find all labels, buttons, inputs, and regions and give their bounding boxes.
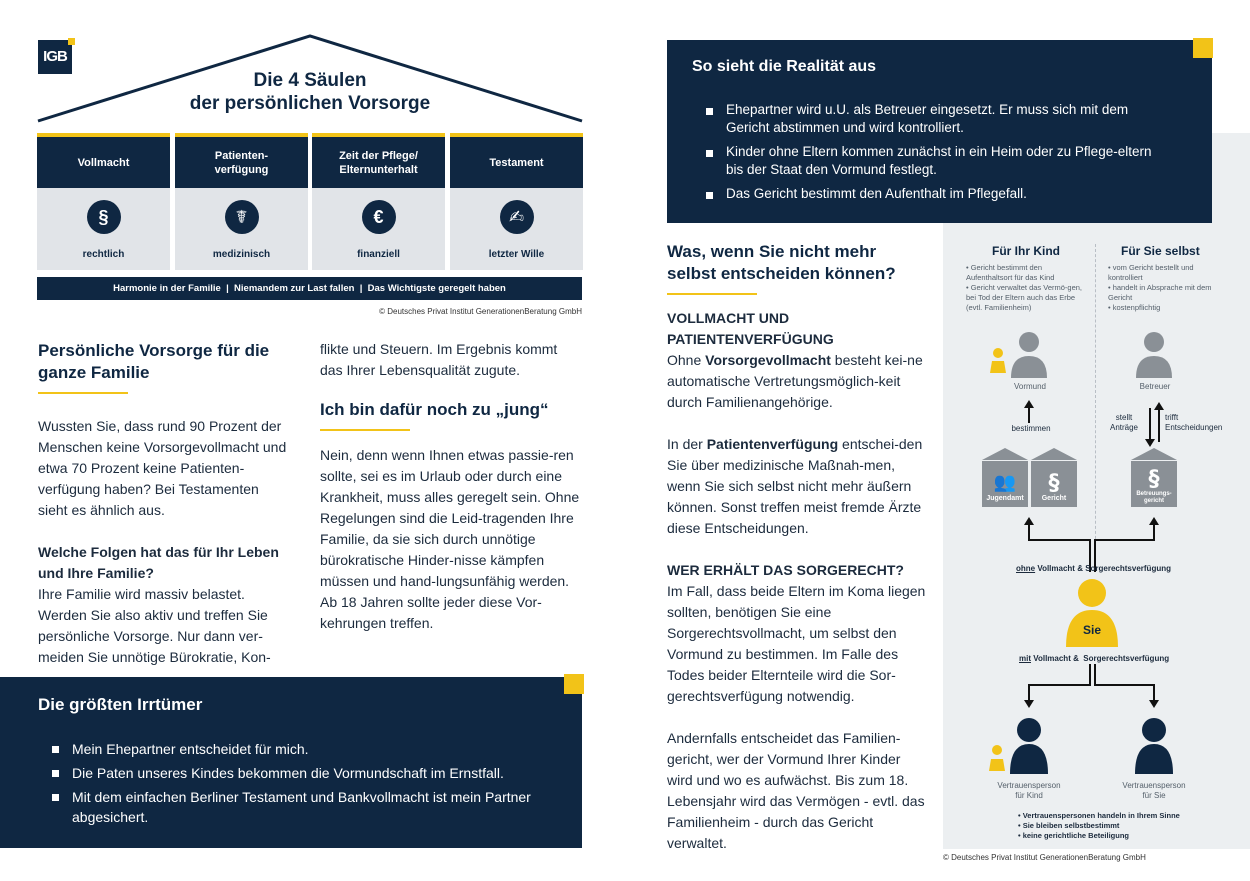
section-heading-entscheiden: Was, wenn Sie nicht mehr selbst entscheiden können? [667, 242, 896, 283]
selbst-list [1108, 263, 1228, 313]
label-trifft-entscheidungen: trifft Entscheidungen [1165, 413, 1223, 432]
svg-text:§: § [1048, 471, 1060, 496]
guardianship-diagram [943, 320, 1250, 840]
list-item: Mit dem einfachen Berliner Testament und Bankvollmacht ist mein Partner abgesichert. [50, 787, 540, 827]
text: mit [1019, 654, 1031, 663]
continued-paragraph: flikte und Steuern. Im Ergebnis kommt das Ihrer Lebensqualität zugute. [320, 341, 558, 378]
intro-paragraph: Wussten Sie, dass rund 90 Prozent der Menschen keine Vorsorgevollmacht und etwa 70 Prozent keine Patienten-verfügung haben? Bei Testamenten sieht es ähnlich aus. [38, 418, 287, 518]
list-item: • keine gerichtliche Beteiligung [1018, 831, 1129, 840]
pillar-pflege [312, 133, 445, 270]
list-item-text: keine gerichtliche Beteiligung [1022, 831, 1129, 840]
pillar-title: Vollmacht [37, 133, 170, 188]
list-item-text: Gericht bestimmt den Aufenthaltsort für das Kind [966, 263, 1055, 282]
person-icon-vertrauensperson-kind [1010, 718, 1048, 774]
label-vertrauensperson-sie: Vertrauensperson für Sie [1122, 781, 1186, 800]
answer-paragraph: Ihre Familie wird massiv belastet. Werden Sie also aktiv und treffen Sie persönliche Vorsorge. Nur dann ver-meiden Sie unnötige Bürokratie, Kon- [38, 586, 271, 665]
signature-icon: ✍ [500, 200, 534, 234]
label-betreuer: Betreuer [1139, 382, 1171, 391]
reality-title: So sieht die Realität aus [692, 58, 877, 75]
copyright-house: © Deutsches Privat Institut GenerationenBeratung GmbH [379, 307, 582, 316]
paragraph-vollmacht [667, 350, 929, 413]
yellow-accent [1193, 38, 1213, 58]
text: In der [667, 436, 707, 452]
label-vormund: Vormund [1013, 382, 1047, 391]
column-heading-selbst: Für Sie selbst [1121, 244, 1200, 258]
list-item: • Gericht verwaltet das Vermö-gen, bei Tod der Eltern auch das Erbe (evtl. Familienheim) [966, 283, 1083, 312]
heading-underline [38, 392, 128, 394]
text: ohne [1016, 564, 1036, 573]
igb-logo: IGB [38, 40, 72, 74]
text: Vollmacht & Sorgerechtsverfügung [1035, 564, 1171, 573]
label-bestimmen: bestimmen [1011, 424, 1051, 433]
text: Vollmacht & Sorgerechtsverfügung [1031, 654, 1170, 663]
heading-underline [667, 293, 757, 295]
medical-icon: ☤ [225, 200, 259, 234]
reality-list [704, 101, 1164, 207]
svg-text:§: § [1148, 467, 1160, 492]
label-mit-vollmacht [1019, 654, 1169, 663]
list-item-text: vom Gericht bestellt und kontrolliert [1108, 263, 1194, 282]
pillar-vollmacht [37, 133, 170, 270]
right-text-column [667, 241, 929, 854]
kind-list [966, 263, 1088, 313]
pillar-title: Zeit der Pflege/ Elternunterhalt [312, 133, 445, 188]
yellow-accent [564, 674, 584, 694]
text: entschei-den Sie über medizinische Maßnah-men, wenn Sie sich selbst nicht mehr äußern können. Sonst treffen meist fremde Ärzte diese Entscheidungen. [667, 436, 923, 536]
person-icon-betreuer [1136, 332, 1172, 378]
person-icon-vormund [1011, 332, 1047, 378]
text-bold: Vorsorgevollmacht [705, 352, 831, 368]
list-item: • Gericht bestimmt den Aufenthaltsort für das Kind [966, 263, 1055, 282]
subheading-vollmacht: VOLLMACHT UND PATIENTENVERFÜGUNG [667, 310, 834, 347]
question-heading: Welche Folgen hat das für Ihr Leben und Ihre Familie? [38, 544, 279, 581]
child-icon [989, 745, 1005, 771]
column-heading-kind: Für Ihr Kind [992, 244, 1060, 258]
pillar-title: Patienten- verfügung [175, 133, 308, 188]
house-foundation: Harmonie in der Familie | Niemandem zur Last fallen | Das Wichtigste geregelt haben [37, 277, 582, 300]
left-column-1 [38, 340, 288, 668]
person-icon-vertrauensperson-sie [1135, 718, 1173, 774]
paragraph-icon: § [87, 200, 121, 234]
child-icon [990, 348, 1006, 373]
list-item: • kostenpflichtig [1108, 303, 1161, 312]
house-title-line2: der persönlichen Vorsorge [189, 93, 431, 114]
young-paragraph: Nein, denn wenn Ihnen etwas passie-ren sollte, sei es im Urlaub oder durch eine Krankheit, muss alles geregelt sein. Ohne Regelungen sind die Leid-tragenden Ihre Familie, da sie sich durch unnötige bürokratische Hinder-nisse kämpfen müssen und hand-lungsunfähig werden. [320, 447, 580, 589]
list-item: • handelt in Absprache mit dem Gericht [1108, 283, 1212, 302]
heading-underline [320, 429, 410, 431]
label-jugendamt: Jugendamt [986, 495, 1024, 502]
label-vertrauensperson-kind: Vertrauensperson für Kind [997, 781, 1061, 800]
house-title [150, 69, 470, 115]
pillar-label: rechtlich [82, 249, 125, 260]
list-item: • Sie bleiben selbstbestimmt [1018, 821, 1120, 830]
label-sie: Sie [1082, 623, 1101, 637]
vertrauenspersonen-list [1018, 811, 1218, 841]
text: besteht kei-ne automatische Vertretungsmöglich-keit durch Familienangehörige. [667, 352, 923, 410]
list-item-text: Gericht verwaltet das Vermö-gen, bei Tod der Eltern auch das Erbe (evtl. Familienheim) [966, 283, 1083, 312]
irrtuemer-list [50, 739, 540, 831]
paragraph-patientenverfuegung [667, 434, 929, 539]
pillar-testament [450, 133, 583, 270]
pillar-title: Testament [450, 133, 583, 188]
list-item: Kinder ohne Eltern kommen zunächst in ein Heim oder zu Pflege-eltern bis der Staat den Vormund festlegt. [704, 143, 1164, 179]
text: Ohne [667, 352, 706, 368]
list-item: Mein Ehepartner entscheidet für mich. [50, 739, 540, 759]
house-title-line1: Die 4 Säulen [253, 70, 367, 91]
pillar-label: finanziell [357, 249, 400, 260]
list-item: • vom Gericht bestellt und kontrolliert [1108, 263, 1194, 282]
irrtuemer-title: Die größten Irrtümer [38, 695, 203, 714]
label-betreuungsgericht: Betreuungs-gericht [1136, 491, 1172, 504]
label-gericht: Gericht [1041, 495, 1067, 502]
list-item-text: Vertrauenspersonen handeln in Ihrem Sinne [1022, 811, 1180, 820]
euro-icon: € [362, 200, 396, 234]
paragraph-familiengericht: Andernfalls entscheidet das Familien-gericht, wer der Vormund Ihrer Kinder wird und wo es aufwächst. Bis zum 18. Lebensjahr wird das Vermögen - evtl. das Familienheim - durch das Gericht verwaltet. [667, 730, 925, 851]
text-bold: Patientenverfügung [706, 436, 839, 452]
subheading-sorgerecht: WER ERHÄLT DAS SORGERECHT? [667, 562, 904, 578]
copyright-diagram: © Deutsches Privat Institut GenerationenBeratung GmbH [943, 853, 1146, 862]
svg-text:👥: 👥 [993, 472, 1017, 493]
section-heading-vorsorge: Persönliche Vorsorge für die ganze Familie [38, 341, 270, 382]
label-stellt-antraege: stellt Anträge [1109, 413, 1139, 432]
list-item: Die Paten unseres Kindes bekommen die Vormundschaft im Ernstfall. [50, 763, 540, 783]
paragraph-sorgerecht: Im Fall, dass beide Eltern im Koma liegen sollten, benötigen Sie eine Sorgerechtsvollmacht, um selbst den Vormund zu bestimmen. Im Falle des Todes beider Elternteile wird die Sor-gerechtsverfügung notwendig. [667, 583, 926, 704]
pillar-patientenverfuegung [175, 133, 308, 270]
list-item: Das Gericht bestimmt den Aufenthalt im Pflegefall. [704, 185, 1164, 203]
list-item: Ehepartner wird u.U. als Betreuer eingesetzt. Er muss sich mit dem Gericht abstimmen und wird kontrolliert. [704, 101, 1164, 137]
section-heading-jung: Ich bin dafür noch zu „jung“ [320, 400, 549, 419]
young-paragraph-2: Ab 18 Jahren sollte jeder diese Vor-kehrungen treffen. [320, 594, 542, 631]
list-item: • Vertrauenspersonen handeln in Ihrem Sinne [1018, 811, 1180, 820]
pillar-label: medizinisch [212, 249, 271, 260]
pillar-label: letzter Wille [488, 249, 545, 260]
left-column-2 [320, 339, 582, 634]
list-item-text: handelt in Absprache mit dem Gericht [1108, 283, 1212, 302]
list-item-text: Sie bleiben selbstbestimmt [1022, 821, 1120, 830]
label-ohne-vollmacht [1016, 564, 1171, 573]
list-item-text: kostenpflichtig [1112, 303, 1161, 312]
